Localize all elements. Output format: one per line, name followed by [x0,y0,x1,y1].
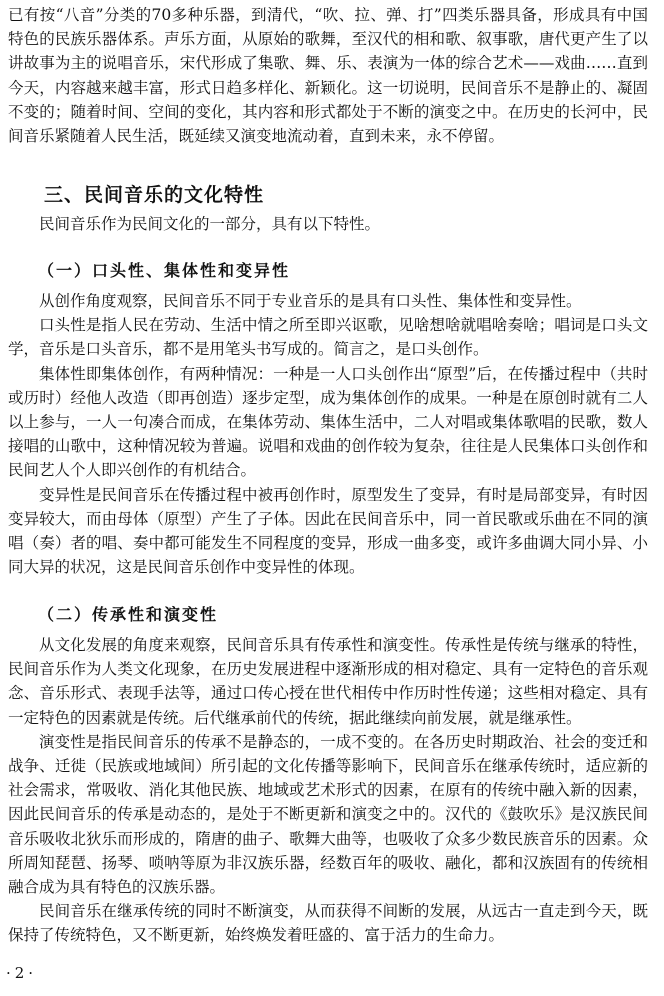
page-number: ·2· [6,964,38,982]
section-intro: 民间音乐作为民间文化的一部分，具有以下特性。 [39,215,381,233]
body-paragraph: 口头性是指人民在劳动、生活中情之所至即兴讴歌，见啥想啥就唱啥奏啥；唱词是口头文学，音乐是口头音乐，都不是用笔头书写成的。简言之，是口头创作。 [8,316,648,359]
continued-text-block [8,3,648,148]
subsection-body-1 [8,289,648,579]
body-paragraph: 从文化发展的角度来观察，民间音乐具有传承性和演变性。传承性是传统与继承的特性，民间音乐作为人类文化现象，在历史发展进程中逐渐形成的相对稳定、具有一定特色的音乐观念、音乐形式、表现手法等，通过口传心授在世代相传中作历时性传递；这些相对稳定、具有一定特色的因素就是传统。后代继承前代的传统，据此继续向前发展，就是继承性。 [8,636,648,727]
continued-paragraph: 已有按“八音”分类的70多种乐器，到清代，“吹、拉、弹、打”四类乐器具备，形成具有中国特色的民族乐器体系。声乐方面，从原始的歌舞，至汉代的相和歌、叙事歌，唐代更产生了以讲故事为主的说唱音乐，宋代形成了集歌、舞、乐、表演为一体的综合艺术——戏曲……直到今天，内容越来越丰富，形式日趋多样化、新颖化。这一切说明，民间音乐不是静止的、凝固不变的；随着时间、空间的变化，其内容和形式都处于不断的演变之中。在历史的长河中，民间音乐紧随着人民生活，既延续又演变地流动着，直到未来，永不停留。 [8,6,648,146]
body-paragraph: 变异性是民间音乐在传播过程中被再创作时，原型发生了变异，有时是局部变异，有时因变异较大，而由母体（原型）产生了子体。因此在民间音乐中，同一首民歌或乐曲在不同的演唱（奏）者的唱、奏中都可能发生不同程度的变异，形成一曲多变，或许多曲调大同小异、小同大异的状况，这是民间音乐创作中变异性的体现。 [8,485,648,577]
subsection-body-2 [8,633,648,948]
section-intro-block [8,212,648,236]
subsection-title-oral-collective-variation: （一）口头性、集体性和变异性 [38,261,291,280]
body-paragraph: 民间音乐在继承传统的同时不断演变，从而获得不间断的发展，从远古一直走到今天，既保持了传统特色，又不断更新，始终焕发着旺盛的、富于活力的生命力。 [8,902,648,945]
body-paragraph: 集体性即集体创作，有两种情况：一种是一人口头创作出“原型”后，在传播过程中（共时或历时）经他人改造（即再创造）逐步定型，成为集体创作的成果。一种是在原创时就有二人以上参与，一人一句凑合而成，在集体劳动、集体生活中，二人对唱或集体歌唱的民歌，数人接唱的山歌中，这种情况较为普遍。说唱和戏曲的创作较为复杂，往往是人民集体口头创作和民间艺人个人即兴创作的有机结合。 [8,364,648,480]
body-paragraph: 演变性是指民间音乐的传承不是静态的，一成不变的。在各历史时期政治、社会的变迁和战争、迁徙（民族或地域间）所引起的文化传播等影响下，民间音乐在继承传统时，适应新的社会需求，常吸收、消化其他民族、地域或艺术形式的因素，在原有的传统中融入新的因素，因此民间音乐的传承是动态的，是处于不断更新和演变之中的。汉代的《鼓吹乐》是汉族民间音乐吸收北狄乐而形成的，隋唐的曲子、歌舞大曲等，也吸收了众多少数民族音乐的因素。众所周知琵琶、扬琴、唢呐等原为非汉族乐器，经数百年的吸收、融化，都和汉族固有的传统相融合成为具有特色的汉族乐器。 [8,732,648,897]
subsection-title-inheritance-evolution: （二）传承性和演变性 [38,605,219,624]
body-paragraph: 从创作角度观察，民间音乐不同于专业音乐的是具有口头性、集体性和变异性。 [39,292,582,310]
section-title: 三、民间音乐的文化特性 [44,184,265,206]
